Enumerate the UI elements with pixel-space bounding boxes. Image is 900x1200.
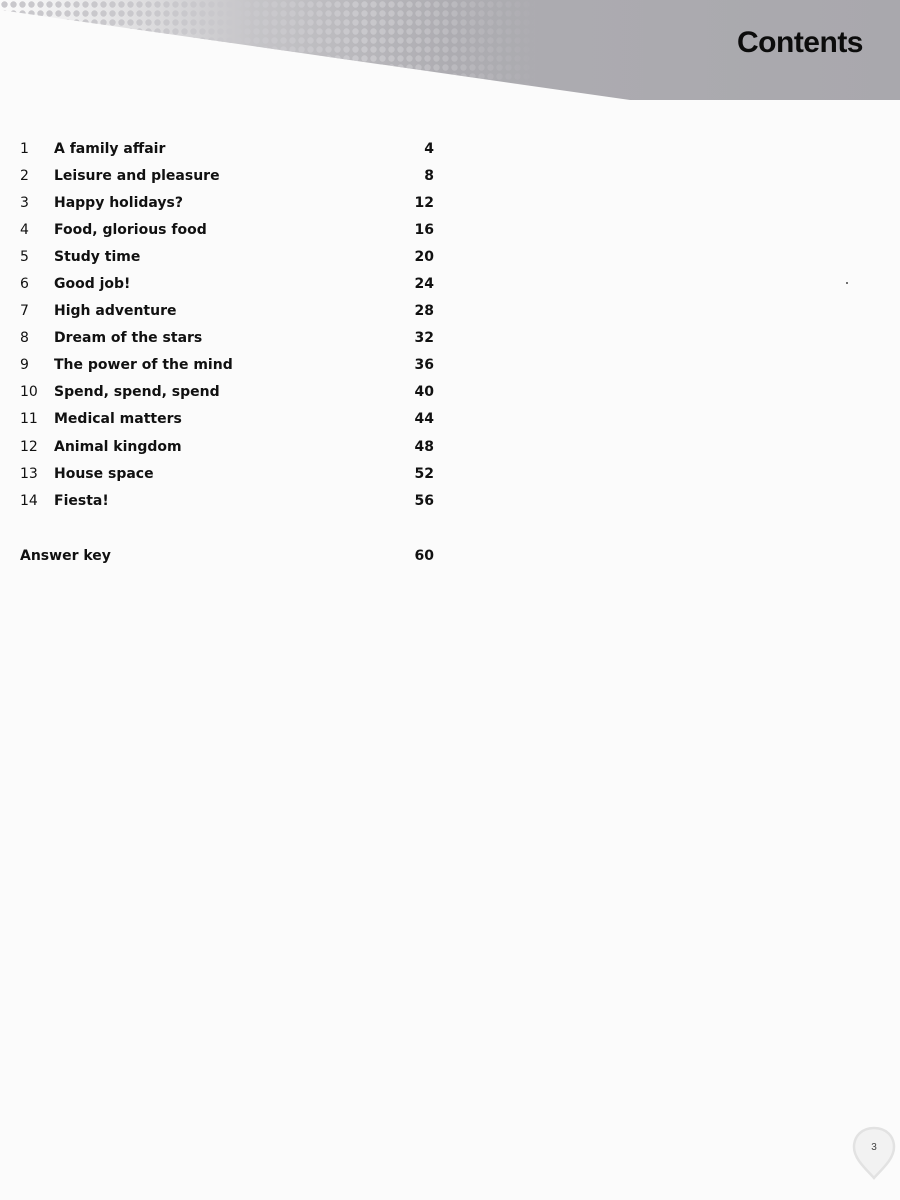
answer-key-page: 60 xyxy=(414,547,434,564)
unit-page-number: 20 xyxy=(414,248,434,265)
unit-title: Leisure and pleasure xyxy=(54,167,220,184)
toc-row[interactable] xyxy=(20,433,434,460)
unit-page-number: 12 xyxy=(414,194,434,211)
unit-title: Animal kingdom xyxy=(54,438,182,455)
unit-title: House space xyxy=(54,465,154,482)
unit-page-number: 28 xyxy=(414,303,434,320)
toc-row[interactable] xyxy=(20,135,434,162)
answer-key-label: Answer key xyxy=(20,547,111,564)
toc-row[interactable] xyxy=(20,216,434,243)
unit-page-number: 4 xyxy=(424,140,434,157)
toc-row[interactable] xyxy=(20,379,434,406)
page-title: Contents xyxy=(737,26,863,59)
unit-title: High adventure xyxy=(54,303,177,320)
toc-row[interactable] xyxy=(20,487,434,514)
unit-number: 7 xyxy=(20,303,29,320)
toc-row[interactable] xyxy=(20,325,434,352)
unit-number: 14 xyxy=(20,492,38,509)
toc-row[interactable] xyxy=(20,243,434,270)
unit-number: 13 xyxy=(20,465,38,482)
unit-number: 4 xyxy=(20,221,29,238)
unit-title: Good job! xyxy=(54,276,131,293)
unit-page-number: 56 xyxy=(414,492,434,509)
unit-page-number: 44 xyxy=(414,411,434,428)
unit-number: 6 xyxy=(20,276,29,293)
unit-number: 10 xyxy=(20,384,38,401)
unit-page-number: 48 xyxy=(414,438,434,455)
toc-row[interactable] xyxy=(20,406,434,433)
table-of-contents xyxy=(20,135,434,514)
unit-number: 2 xyxy=(20,167,29,184)
unit-page-number: 16 xyxy=(414,221,434,238)
toc-row[interactable] xyxy=(20,189,434,216)
unit-title: Happy holidays? xyxy=(54,194,184,211)
toc-row[interactable] xyxy=(20,460,434,487)
toc-row[interactable] xyxy=(20,162,434,189)
page-badge-icon xyxy=(852,1126,898,1180)
unit-title: Fiesta! xyxy=(54,492,109,509)
toc-row[interactable] xyxy=(20,270,434,297)
unit-page-number: 32 xyxy=(414,330,434,347)
unit-number: 9 xyxy=(20,357,29,374)
toc-row[interactable] xyxy=(20,352,434,379)
unit-number: 3 xyxy=(20,194,29,211)
unit-number: 8 xyxy=(20,330,29,347)
unit-title: Medical matters xyxy=(54,411,182,428)
unit-title: Study time xyxy=(54,248,141,265)
page-number: 3 xyxy=(871,1142,877,1153)
unit-page-number: 36 xyxy=(414,357,434,374)
toc-row[interactable] xyxy=(20,298,434,325)
unit-number: 5 xyxy=(20,248,29,265)
unit-title: Food, glorious food xyxy=(54,221,207,238)
unit-number: 12 xyxy=(20,438,38,455)
unit-page-number: 8 xyxy=(424,167,434,184)
unit-title: Spend, spend, spend xyxy=(54,384,220,401)
unit-page-number: 40 xyxy=(414,384,434,401)
page-number-badge xyxy=(852,1126,898,1180)
unit-page-number: 24 xyxy=(414,276,434,293)
unit-title: A family affair xyxy=(54,140,166,157)
unit-title: Dream of the stars xyxy=(54,330,203,347)
unit-number: 11 xyxy=(20,411,38,428)
toc-row-answer-key[interactable] xyxy=(20,542,434,569)
speck xyxy=(846,282,848,284)
unit-title: The power of the mind xyxy=(54,357,233,374)
unit-number: 1 xyxy=(20,140,29,157)
unit-page-number: 52 xyxy=(414,465,434,482)
